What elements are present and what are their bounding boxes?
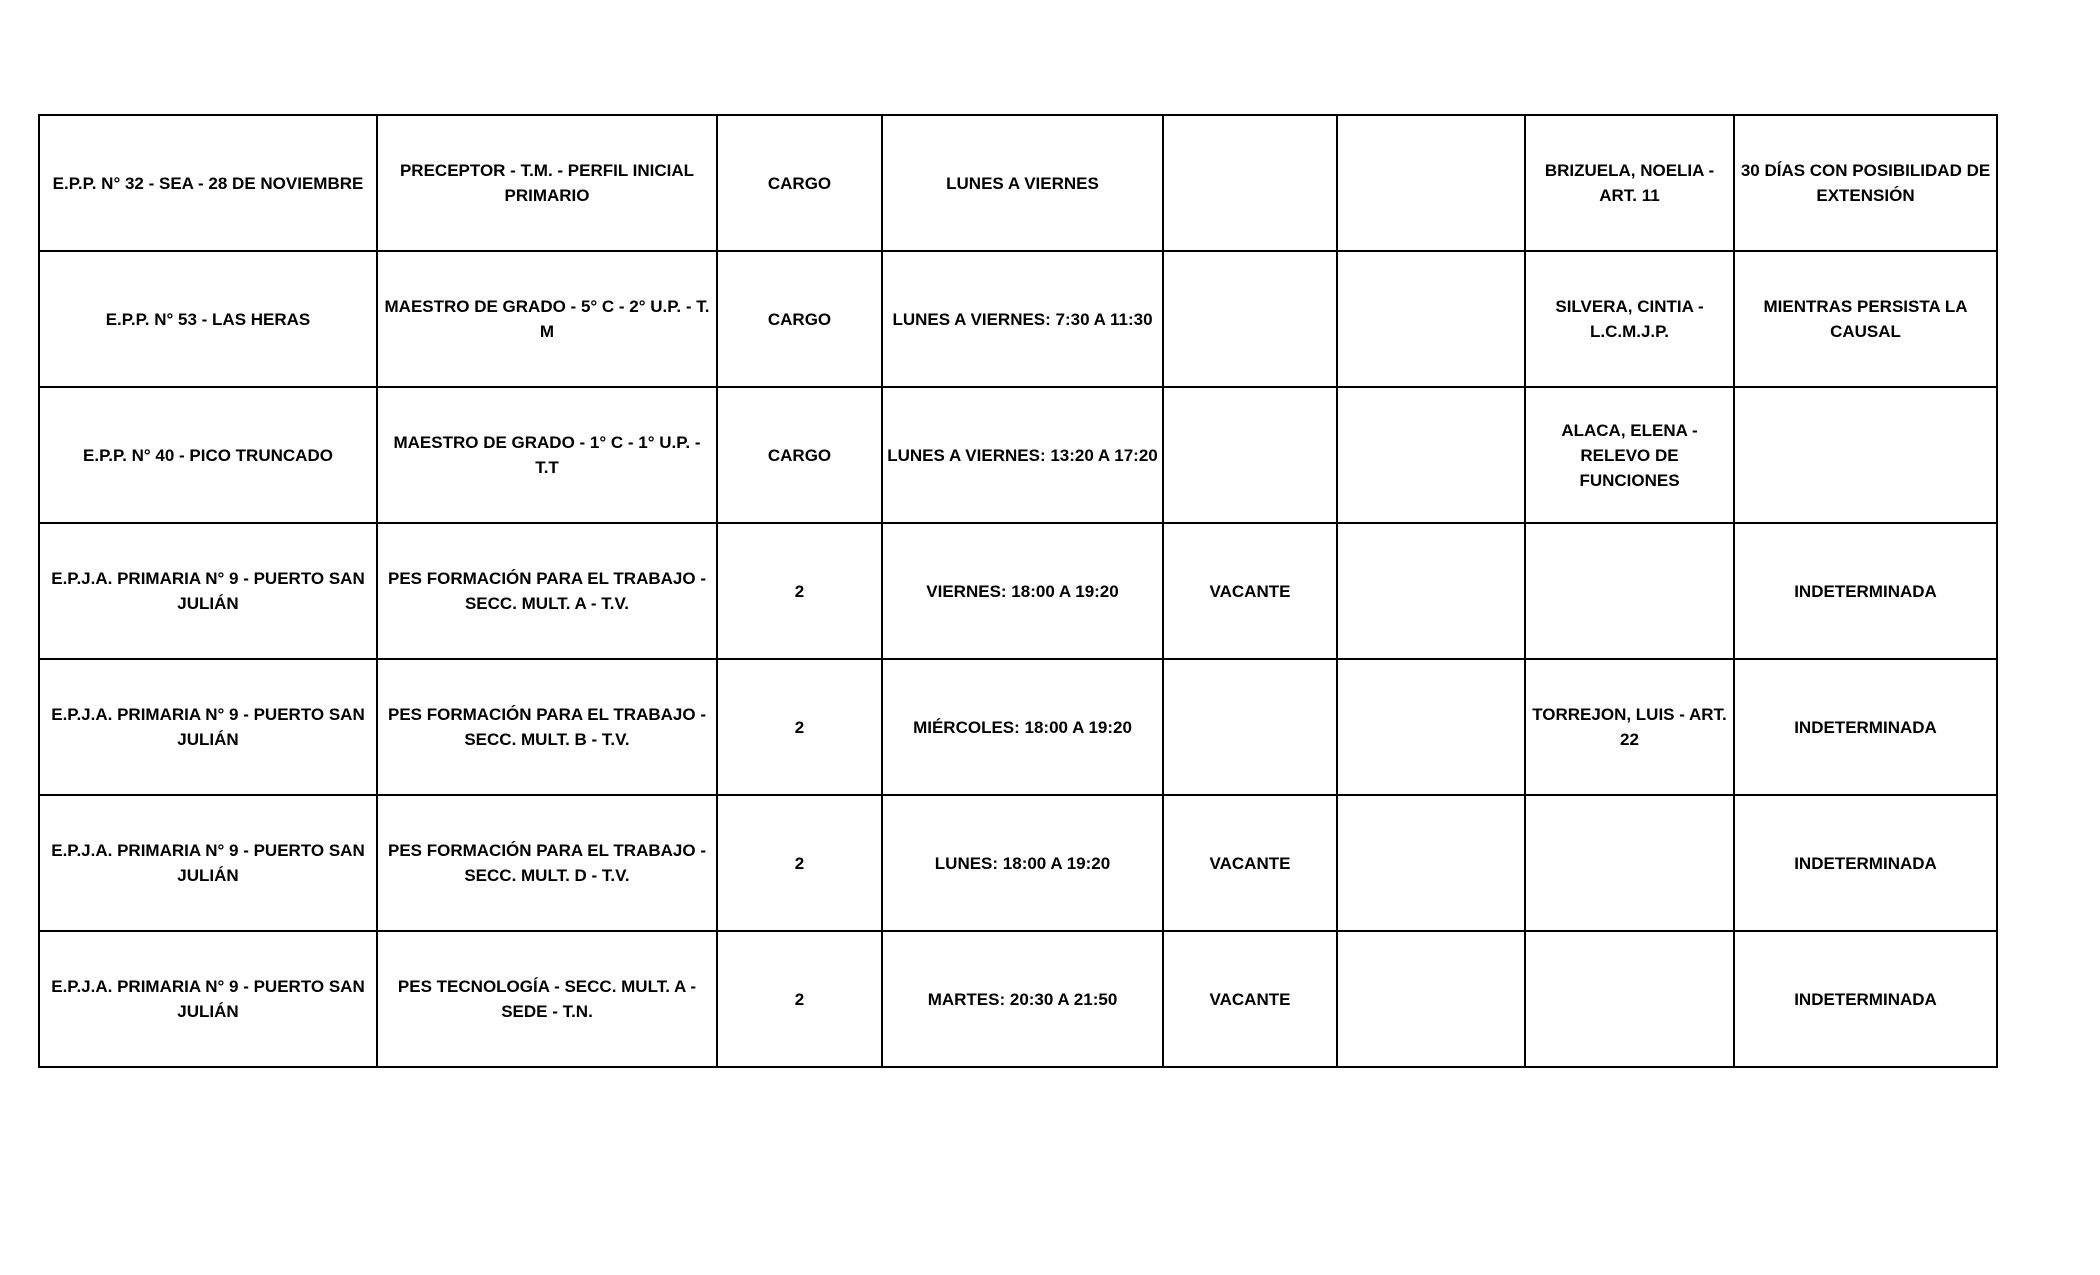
position-cell: PES FORMACIÓN PARA EL TRABAJO - SECC. MULT. B - T.V. xyxy=(377,659,717,795)
duration-cell: 30 DÍAS CON POSIBILIDAD DE EXTENSIÓN xyxy=(1734,115,1997,251)
teacher-cell xyxy=(1525,931,1734,1067)
vacancies-table xyxy=(38,114,1998,1068)
blank-cell xyxy=(1337,115,1525,251)
hours-cell: 2 xyxy=(717,931,882,1067)
duration-cell: INDETERMINADA xyxy=(1734,523,1997,659)
position-cell: PRECEPTOR - T.M. - PERFIL INICIAL PRIMARIO xyxy=(377,115,717,251)
schedule-cell: MIÉRCOLES: 18:00 A 19:20 xyxy=(882,659,1163,795)
table-row xyxy=(39,523,1997,659)
schedule-cell: VIERNES: 18:00 A 19:20 xyxy=(882,523,1163,659)
school-cell: E.P.J.A. PRIMARIA N° 9 - PUERTO SAN JULIÁN xyxy=(39,659,377,795)
duration-cell: MIENTRAS PERSISTA LA CAUSAL xyxy=(1734,251,1997,387)
teacher-cell: BRIZUELA, NOELIA - ART. 11 xyxy=(1525,115,1734,251)
blank-cell xyxy=(1337,659,1525,795)
school-cell: E.P.J.A. PRIMARIA N° 9 - PUERTO SAN JULIÁN xyxy=(39,523,377,659)
teacher-cell xyxy=(1525,523,1734,659)
teacher-cell: SILVERA, CINTIA - L.C.M.J.P. xyxy=(1525,251,1734,387)
blank-cell xyxy=(1337,523,1525,659)
hours-cell: CARGO xyxy=(717,251,882,387)
table-row xyxy=(39,251,1997,387)
status-cell: VACANTE xyxy=(1163,931,1337,1067)
teacher-cell: TORREJON, LUIS - ART. 22 xyxy=(1525,659,1734,795)
duration-cell: INDETERMINADA xyxy=(1734,795,1997,931)
table-row xyxy=(39,795,1997,931)
duration-cell xyxy=(1734,387,1997,523)
schedule-cell: LUNES A VIERNES: 13:20 A 17:20 xyxy=(882,387,1163,523)
status-cell xyxy=(1163,115,1337,251)
hours-cell: 2 xyxy=(717,795,882,931)
table-row xyxy=(39,387,1997,523)
teacher-cell: ALACA, ELENA - RELEVO DE FUNCIONES xyxy=(1525,387,1734,523)
blank-cell xyxy=(1337,795,1525,931)
position-cell: PES FORMACIÓN PARA EL TRABAJO - SECC. MULT. D - T.V. xyxy=(377,795,717,931)
school-cell: E.P.J.A. PRIMARIA N° 9 - PUERTO SAN JULIÁN xyxy=(39,931,377,1067)
blank-cell xyxy=(1337,251,1525,387)
school-cell: E.P.J.A. PRIMARIA N° 9 - PUERTO SAN JULIÁN xyxy=(39,795,377,931)
table-row xyxy=(39,931,1997,1067)
position-cell: PES TECNOLOGÍA - SECC. MULT. A - SEDE - T.N. xyxy=(377,931,717,1067)
school-cell: E.P.P. N° 40 - PICO TRUNCADO xyxy=(39,387,377,523)
status-cell: VACANTE xyxy=(1163,523,1337,659)
status-cell: VACANTE xyxy=(1163,795,1337,931)
schedule-cell: LUNES: 18:00 A 19:20 xyxy=(882,795,1163,931)
blank-cell xyxy=(1337,387,1525,523)
hours-cell: CARGO xyxy=(717,387,882,523)
duration-cell: INDETERMINADA xyxy=(1734,931,1997,1067)
duration-cell: INDETERMINADA xyxy=(1734,659,1997,795)
position-cell: MAESTRO DE GRADO - 1° C - 1° U.P. - T.T xyxy=(377,387,717,523)
hours-cell: 2 xyxy=(717,523,882,659)
schedule-cell: LUNES A VIERNES xyxy=(882,115,1163,251)
schedule-cell: MARTES: 20:30 A 21:50 xyxy=(882,931,1163,1067)
status-cell xyxy=(1163,387,1337,523)
table-row xyxy=(39,659,1997,795)
schedule-cell: LUNES A VIERNES: 7:30 A 11:30 xyxy=(882,251,1163,387)
hours-cell: 2 xyxy=(717,659,882,795)
school-cell: E.P.P. N° 32 - SEA - 28 DE NOVIEMBRE xyxy=(39,115,377,251)
position-cell: PES FORMACIÓN PARA EL TRABAJO - SECC. MULT. A - T.V. xyxy=(377,523,717,659)
blank-cell xyxy=(1337,931,1525,1067)
table-row xyxy=(39,115,1997,251)
status-cell xyxy=(1163,251,1337,387)
teacher-cell xyxy=(1525,795,1734,931)
school-cell: E.P.P. N° 53 - LAS HERAS xyxy=(39,251,377,387)
status-cell xyxy=(1163,659,1337,795)
position-cell: MAESTRO DE GRADO - 5° C - 2° U.P. - T. M xyxy=(377,251,717,387)
hours-cell: CARGO xyxy=(717,115,882,251)
